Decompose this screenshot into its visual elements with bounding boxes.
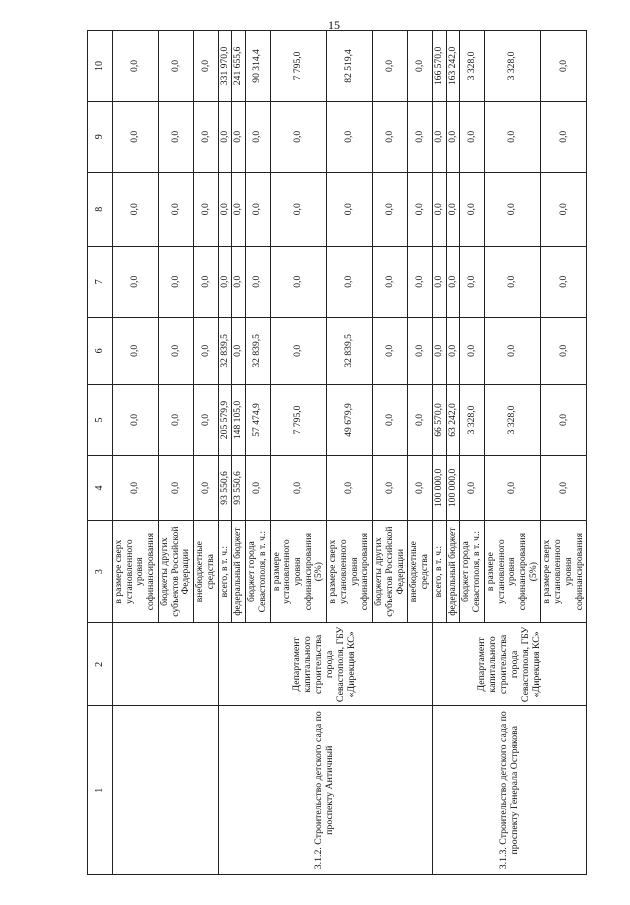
funding-source: федеральный бюджет (446, 521, 460, 623)
value-cell: 241 655,6 (232, 31, 246, 102)
value-cell: 0,0 (194, 172, 218, 246)
value-cell: 57 474,9 (246, 385, 270, 456)
value-cell: 0,0 (408, 31, 432, 102)
value-cell: 0,0 (246, 455, 270, 520)
funding-source: в размере сверх установленного уровня софинансирования (541, 521, 587, 623)
value-cell: 0,0 (432, 246, 446, 317)
value-cell: 0,0 (446, 101, 460, 172)
page-number: 15 (328, 18, 340, 32)
value-cell: 0,0 (484, 172, 541, 246)
value-cell: 100 000,0 (446, 455, 460, 520)
funding-source: бюджеты других субъектов Российской Федерации (373, 521, 408, 623)
column-header: 9 (88, 101, 113, 172)
value-cell: 0,0 (446, 246, 460, 317)
column-header: 5 (88, 385, 113, 456)
value-cell: 100 000,0 (432, 455, 446, 520)
value-cell: 205 579,9 (218, 385, 232, 456)
column-header: 1 (88, 706, 113, 875)
value-cell: 0,0 (158, 172, 193, 246)
measure-name: 3.1.3. Строительство детского сада по проспекту Генерала Острякова (432, 706, 587, 875)
value-cell: 0,0 (194, 31, 218, 102)
value-cell: 0,0 (113, 31, 159, 102)
value-cell: 93 550,6 (218, 455, 232, 520)
value-cell: 90 314,4 (246, 31, 270, 102)
executor: Департамент капитального строительства города Севастополя, ГБУ «Дирекция КС» (432, 623, 587, 706)
value-cell: 0,0 (327, 101, 373, 172)
value-cell: 0,0 (113, 246, 159, 317)
value-cell: 0,0 (270, 172, 327, 246)
value-cell: 0,0 (446, 317, 460, 384)
value-cell: 0,0 (408, 101, 432, 172)
value-cell: 0,0 (113, 455, 159, 520)
value-cell: 0,0 (158, 246, 193, 317)
column-header: 3 (88, 521, 113, 623)
value-cell: 0,0 (484, 455, 541, 520)
value-cell: 7 795,0 (270, 31, 327, 102)
value-cell: 0,0 (460, 246, 484, 317)
table-row (113, 31, 159, 875)
value-cell: 0,0 (432, 172, 446, 246)
value-cell: 0,0 (432, 101, 446, 172)
value-cell: 0,0 (541, 385, 587, 456)
value-cell: 66 570,0 (432, 385, 446, 456)
value-cell: 0,0 (218, 246, 232, 317)
value-cell: 0,0 (541, 172, 587, 246)
measure-name: 3.1.2. Строительство детского сада по проспекту Античный (218, 706, 432, 875)
value-cell: 0,0 (232, 246, 246, 317)
funding-source: в размере сверх установленного уровня софинансирования (113, 521, 159, 623)
value-cell: 0,0 (408, 172, 432, 246)
value-cell: 0,0 (270, 246, 327, 317)
value-cell: 0,0 (158, 385, 193, 456)
value-cell: 0,0 (460, 101, 484, 172)
financing-table (87, 30, 587, 875)
value-cell: 0,0 (484, 317, 541, 384)
value-cell: 0,0 (194, 317, 218, 384)
value-cell: 0,0 (270, 317, 327, 384)
value-cell: 0,0 (541, 455, 587, 520)
funding-source: федеральный бюджет (232, 521, 246, 623)
column-header: 10 (88, 31, 113, 102)
value-cell: 0,0 (270, 455, 327, 520)
funding-source: в размере установленного уровня софинансирования (5%) (270, 521, 327, 623)
column-header: 8 (88, 172, 113, 246)
value-cell: 163 242,0 (446, 31, 460, 102)
funding-source: бюджет города Севастополя, в т. ч.: (246, 521, 270, 623)
column-header: 7 (88, 246, 113, 317)
value-cell: 0,0 (194, 455, 218, 520)
value-cell: 0,0 (270, 101, 327, 172)
value-cell: 93 550,6 (232, 455, 246, 520)
executor: Департамент капитального строительства города Севастополя, ГБУ «Дирекция КС» (218, 623, 432, 706)
value-cell: 0,0 (541, 101, 587, 172)
value-cell: 0,0 (232, 101, 246, 172)
table-row (432, 31, 446, 875)
value-cell: 0,0 (246, 101, 270, 172)
funding-source: внебюджетные средства (194, 521, 218, 623)
funding-source: всего, в т. ч.: (432, 521, 446, 623)
value-cell: 0,0 (194, 246, 218, 317)
column-header: 6 (88, 317, 113, 384)
table-body (88, 31, 587, 875)
value-cell: 32 839,5 (327, 317, 373, 384)
rotated-table-container (87, 30, 585, 875)
value-cell: 0,0 (432, 317, 446, 384)
value-cell: 0,0 (158, 101, 193, 172)
value-cell: 0,0 (327, 172, 373, 246)
value-cell: 0,0 (327, 246, 373, 317)
value-cell: 0,0 (246, 172, 270, 246)
value-cell: 0,0 (460, 317, 484, 384)
value-cell: 0,0 (232, 172, 246, 246)
value-cell: 0,0 (408, 385, 432, 456)
value-cell: 3 328,0 (460, 31, 484, 102)
value-cell: 63 242,0 (446, 385, 460, 456)
continuation-executor-cell (113, 623, 219, 706)
funding-source: всего, в т. ч.: (218, 521, 232, 623)
value-cell: 0,0 (218, 172, 232, 246)
value-cell: 82 519,4 (327, 31, 373, 102)
value-cell: 0,0 (373, 385, 408, 456)
value-cell: 0,0 (373, 455, 408, 520)
value-cell: 0,0 (232, 317, 246, 384)
value-cell: 32 839,5 (218, 317, 232, 384)
value-cell: 148 105,0 (232, 385, 246, 456)
value-cell: 0,0 (541, 317, 587, 384)
value-cell: 0,0 (460, 455, 484, 520)
value-cell: 0,0 (158, 455, 193, 520)
value-cell: 0,0 (541, 246, 587, 317)
value-cell: 0,0 (541, 31, 587, 102)
funding-source: бюджет города Севастополя, в т. ч.: (460, 521, 484, 623)
value-cell: 0,0 (408, 246, 432, 317)
column-header: 2 (88, 623, 113, 706)
value-cell: 0,0 (158, 317, 193, 384)
value-cell: 32 839,5 (246, 317, 270, 384)
value-cell: 331 970,0 (218, 31, 232, 102)
value-cell: 0,0 (408, 317, 432, 384)
continuation-item-cell (113, 706, 219, 875)
funding-source: бюджеты других субъектов Российской Федерации (158, 521, 193, 623)
value-cell: 0,0 (484, 246, 541, 317)
funding-source: внебюджетные средства (408, 521, 432, 623)
value-cell: 0,0 (373, 172, 408, 246)
value-cell: 49 679,9 (327, 385, 373, 456)
funding-source: в размере установленного уровня софинансирования (5%) (484, 521, 541, 623)
column-header: 4 (88, 455, 113, 520)
value-cell: 0,0 (484, 101, 541, 172)
value-cell: 0,0 (113, 317, 159, 384)
value-cell: 3 328,0 (484, 385, 541, 456)
value-cell: 0,0 (194, 101, 218, 172)
value-cell: 0,0 (373, 317, 408, 384)
value-cell: 166 570,0 (432, 31, 446, 102)
value-cell: 7 795,0 (270, 385, 327, 456)
value-cell: 3 328,0 (460, 385, 484, 456)
value-cell: 0,0 (218, 101, 232, 172)
value-cell: 0,0 (373, 31, 408, 102)
value-cell: 0,0 (158, 31, 193, 102)
funding-source: в размере сверх установленного уровня софинансирования (327, 521, 373, 623)
value-cell: 0,0 (113, 172, 159, 246)
value-cell: 0,0 (327, 455, 373, 520)
value-cell: 3 328,0 (484, 31, 541, 102)
value-cell: 0,0 (446, 172, 460, 246)
value-cell: 0,0 (373, 246, 408, 317)
value-cell: 0,0 (194, 385, 218, 456)
value-cell: 0,0 (113, 101, 159, 172)
table-row (218, 31, 232, 875)
header-row (88, 31, 113, 875)
value-cell: 0,0 (408, 455, 432, 520)
value-cell: 0,0 (246, 246, 270, 317)
value-cell: 0,0 (373, 101, 408, 172)
value-cell: 0,0 (113, 385, 159, 456)
value-cell: 0,0 (460, 172, 484, 246)
